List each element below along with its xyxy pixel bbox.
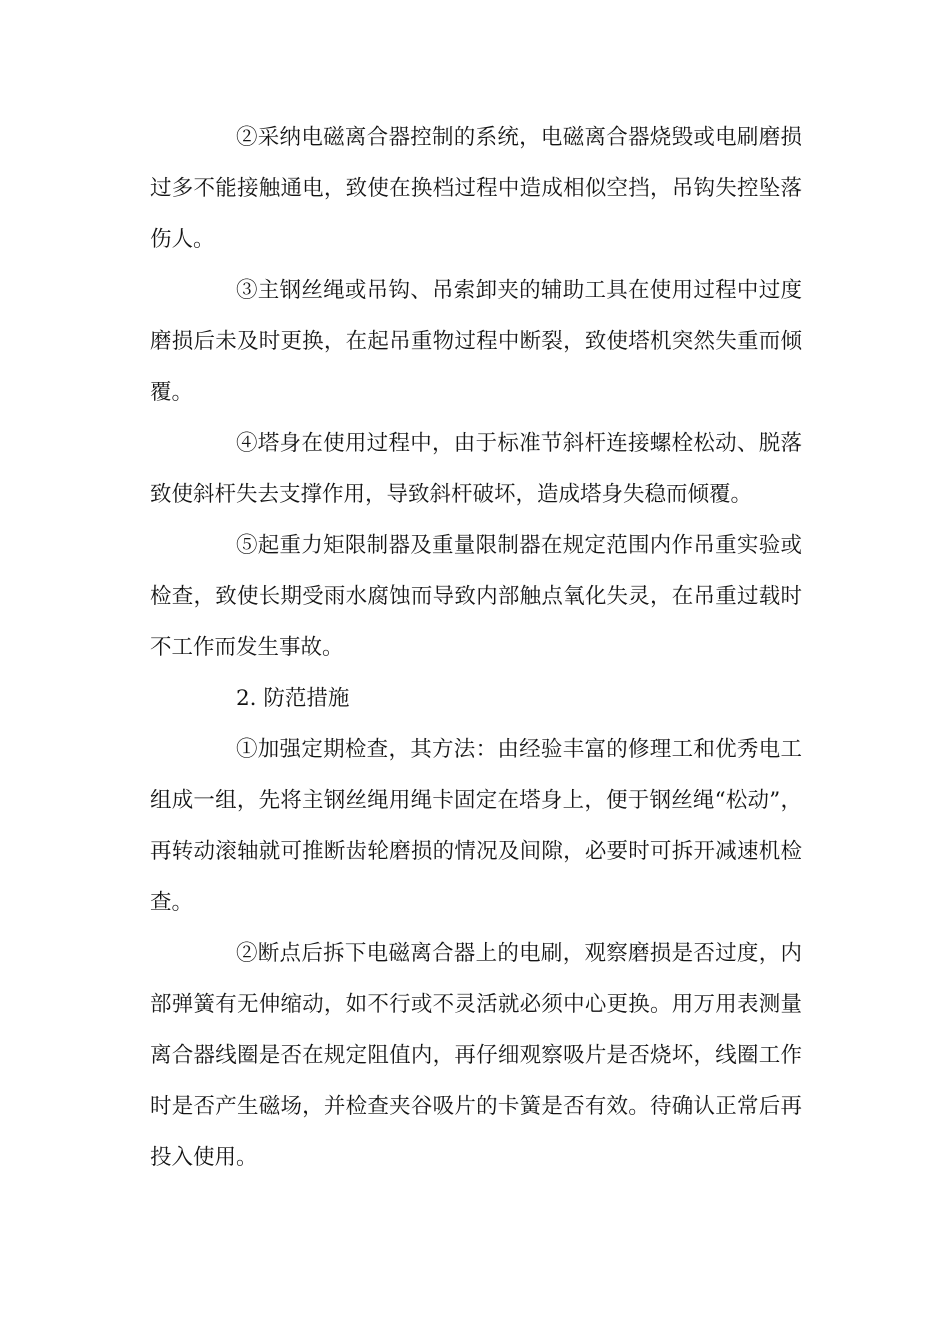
- paragraph-measure-1: ①加强定期检查，其方法：由经验丰富的修理工和优秀电工组成一组，先将主钢丝绳用绳卡固定在塔身上，便于钢丝绳“松动”，再转动滚轴就可推断齿轮磨损的情况及间隙，必要时可拆开减速机检查。: [150, 737, 802, 915]
- paragraph-cause-5: ④塔身在使用过程中，由于标准节斜杆连接螺栓松动、脱落致使斜杆失去支撑作用，导致斜杆破坏，造成塔身失稳而倾覆。: [150, 431, 802, 507]
- section-heading-prevention: 2. 防范措施: [236, 686, 350, 711]
- paragraph-cause-4: ③主钢丝绳或吊钩、吊索卸夹的辅助工具在使用过程中过度磨损后未及时更换，在起吊重物过程中断裂，致使塔机突然失重而倾覆。: [150, 278, 802, 405]
- document-body: [150, 112, 802, 1183]
- paragraph-cause-6: ⑤起重力矩限制器及重量限制器在规定范围内作吊重实验或检查，致使长期受雨水腐蚀而导致内部触点氧化失灵，在吊重过载时不工作而发生事故。: [150, 533, 802, 660]
- paragraph-cause-3: ②采纳电磁离合器控制的系统，电磁离合器烧毁或电刷磨损过多不能接触通电，致使在换档过程中造成相似空挡，吊钩失控坠落伤人。: [150, 125, 802, 252]
- paragraph-measure-2: ②断点后拆下电磁离合器上的电刷，观察磨损是否过度，内部弹簧有无伸缩动，如不行或不灵活就必须中心更换。用万用表测量离合器线圈是否在规定阻值内，再仔细观察吸片是否烧坏，线圈工作时是否产生磁场，并检查夹谷吸片的卡簧是否有效。待确认正常后再投入使用。: [150, 941, 802, 1170]
